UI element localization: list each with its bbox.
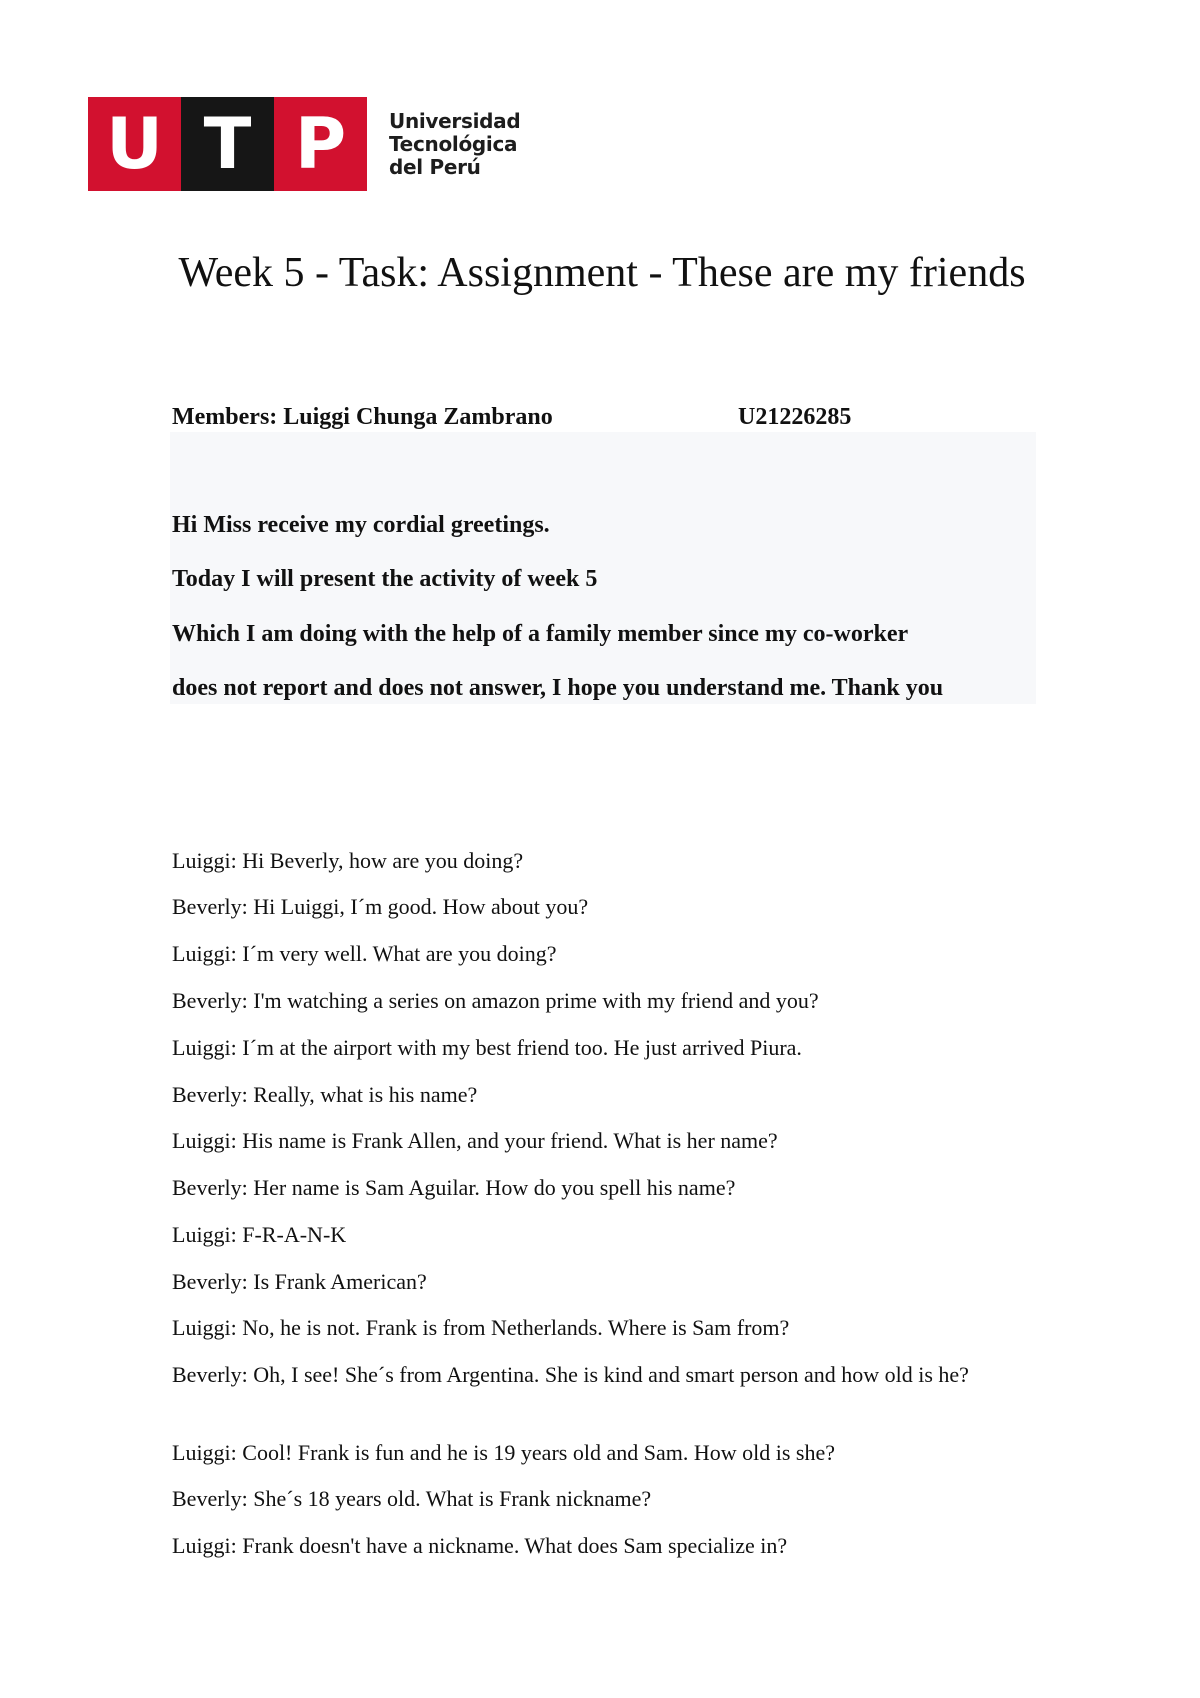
members-label: Members: Luiggi Chunga Zambrano [172, 404, 553, 430]
dialogue-line: Luiggi: I´m very well. What are you doing? [172, 941, 557, 966]
dialogue-line: Luiggi: I´m at the airport with my best friend too. He just arrived Piura. [172, 1035, 802, 1060]
note-line: does not report and does not answer, I hope you understand me. Thank you [172, 675, 944, 701]
logo-line-2: Tecnológica [389, 131, 518, 156]
note-line: Which I am doing with the help of a family member since my co-worker [172, 621, 909, 647]
logo-wordmark [389, 110, 520, 179]
logo-letter-t: T [181, 97, 274, 191]
note-line: Hi Miss receive my cordial greetings. [172, 512, 550, 538]
greeting-note [170, 432, 1036, 704]
logo-line-3: del Perú [389, 154, 481, 179]
dialogue-line: Luiggi: No, he is not. Frank is from Netherlands. Where is Sam from? [172, 1315, 790, 1340]
dialogue-line: Beverly: Oh, I see! She´s from Argentina. She is kind and smart person and how old is he? [172, 1362, 969, 1387]
dialogue-line: Beverly: Her name is Sam Aguilar. How do you spell his name? [172, 1175, 736, 1200]
dialogue-line: Luiggi: Frank doesn't have a nickname. What does Sam specialize in? [172, 1533, 788, 1558]
dialogue-line: Luiggi: F-R-A-N-K [172, 1222, 347, 1247]
dialogue-line: Luiggi: His name is Frank Allen, and your friend. What is her name? [172, 1128, 778, 1153]
document-title: Week 5 - Task: Assignment - These are my friends [178, 250, 1026, 296]
logo-line-1: Universidad [389, 108, 521, 133]
logo-letter-p: P [274, 97, 367, 191]
student-id: U21226285 [738, 404, 852, 430]
dialogue-line: Beverly: I'm watching a series on amazon prime with my friend and you? [172, 988, 819, 1013]
dialogue-line: Luiggi: Hi Beverly, how are you doing? [172, 848, 524, 873]
dialogue-line: Beverly: She´s 18 years old. What is Frank nickname? [172, 1486, 652, 1511]
dialogue-line: Luiggi: Cool! Frank is fun and he is 19 years old and Sam. How old is she? [172, 1440, 835, 1465]
dialogue-line: Beverly: Is Frank American? [172, 1269, 427, 1294]
dialogue-line: Beverly: Hi Luiggi, I´m good. How about you? [172, 894, 589, 919]
utp-logo [88, 97, 520, 191]
note-line: Today I will present the activity of week 5 [172, 566, 598, 592]
dialogue-line: Beverly: Really, what is his name? [172, 1082, 478, 1107]
logo-letter-u: U [88, 97, 181, 191]
